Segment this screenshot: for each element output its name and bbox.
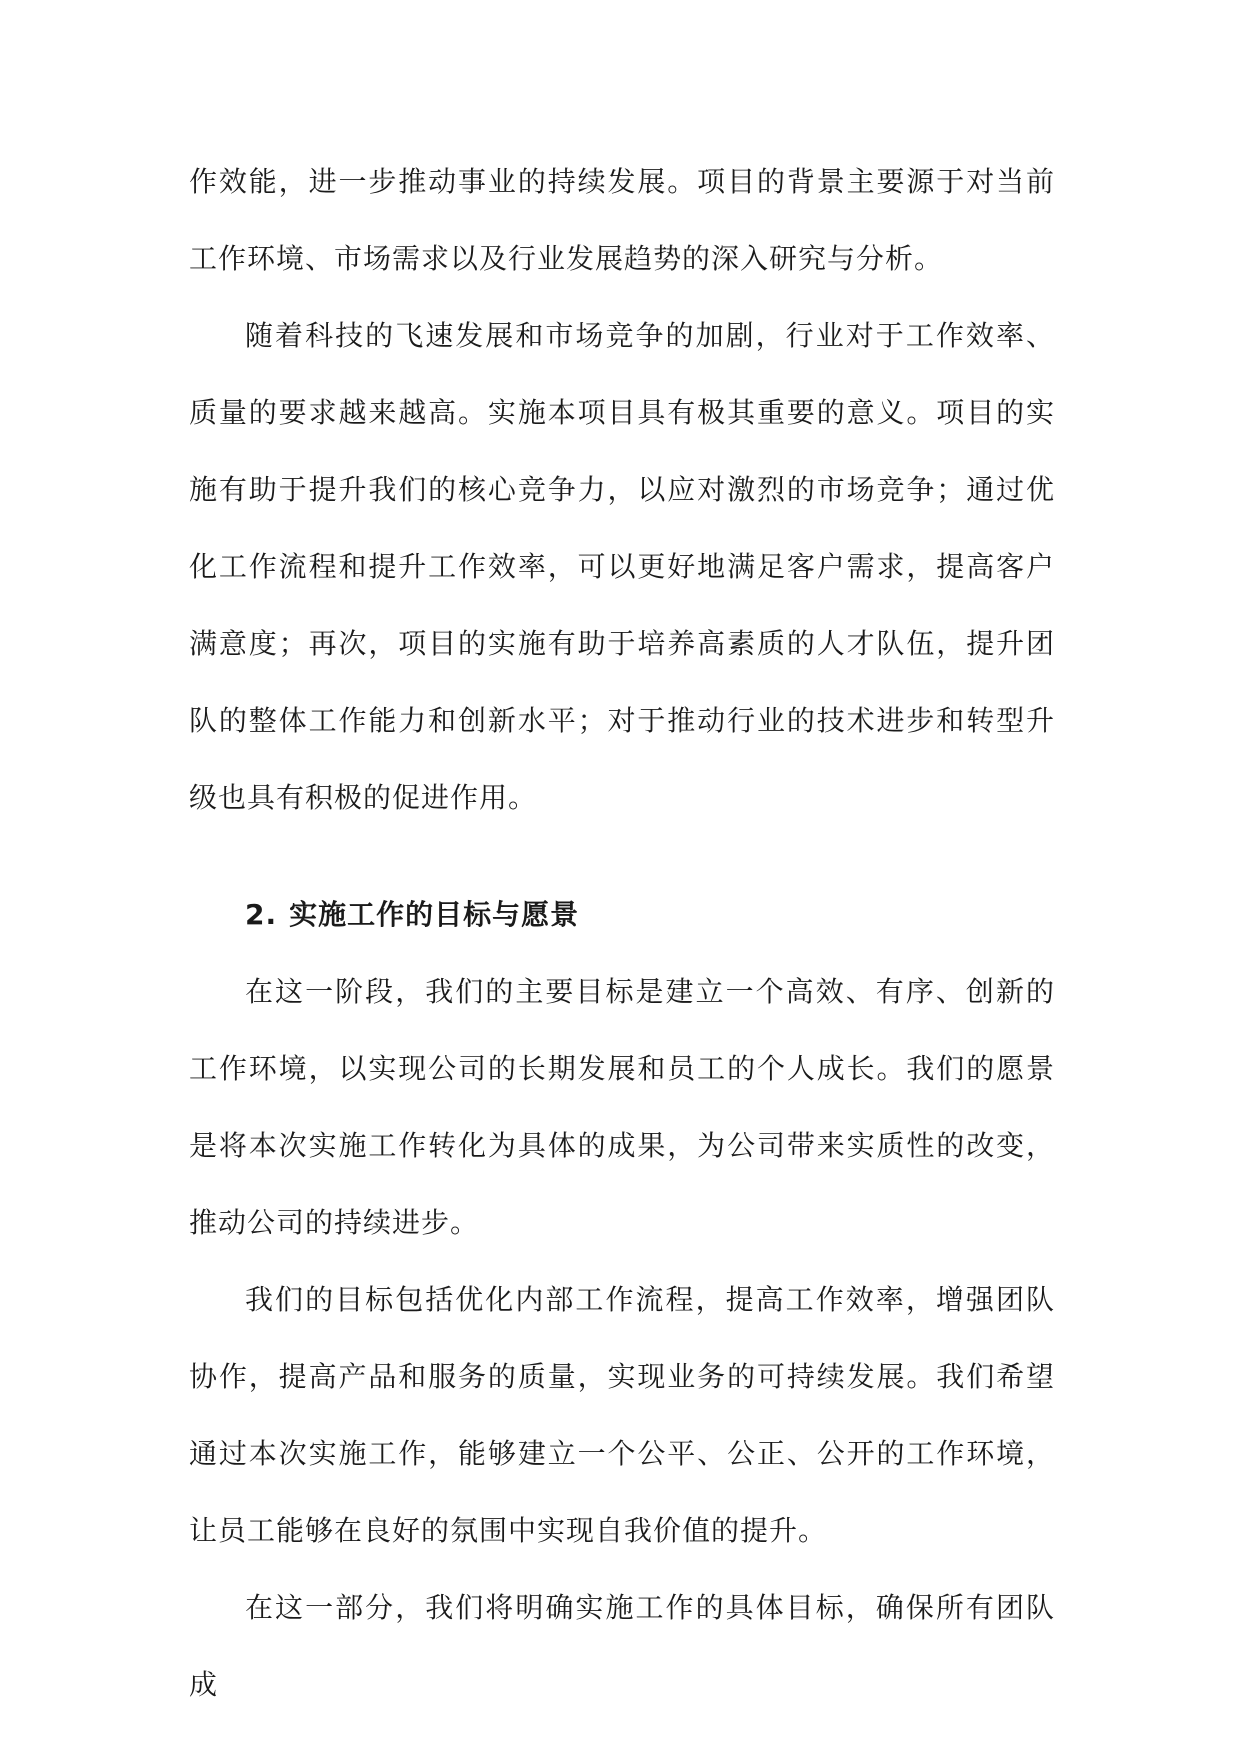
paragraph-significance: 随着科技的飞速发展和市场竞争的加剧，行业对于工作效率、质量的要求越来越高。实施本项目具有极其重要的意义。项目的实施有助于提升我们的核心竞争力，以应对激烈的市场竞争；通过优化工作流程和提升工作效率，可以更好地满足客户需求，提高客户满意度；再次，项目的实施有助于培养高素质的人才队伍，提升团队的整体工作能力和创新水平；对于推动行业的技术进步和转型升级也具有积极的促进作用。 xyxy=(189,319,1055,814)
paragraph-goals-specific: 在这一部分，我们将明确实施工作的具体目标，确保所有团队成 xyxy=(189,1591,1055,1701)
paragraph-goals-list: 我们的目标包括优化内部工作流程，提高工作效率，增强团队协作，提高产品和服务的质量，实现业务的可持续发展。我们希望通过本次实施工作，能够建立一个公平、公正、公开的工作环境，让员工能够在良好的氛围中实现自我价值的提升。 xyxy=(189,1283,1055,1547)
section-number: 2. xyxy=(245,898,278,931)
paragraph-continued: 作效能，进一步推动事业的持续发展。项目的背景主要源于对当前工作环境、市场需求以及行业发展趋势的深入研究与分析。 xyxy=(189,165,1055,275)
section-heading xyxy=(189,876,1055,953)
section-title: 实施工作的目标与愿景 xyxy=(289,898,580,931)
paragraph-goals-intro: 在这一阶段，我们的主要目标是建立一个高效、有序、创新的工作环境，以实现公司的长期发展和员工的个人成长。我们的愿景是将本次实施工作转化为具体的成果，为公司带来实质性的改变，推动公司的持续进步。 xyxy=(189,975,1055,1239)
document-body xyxy=(189,143,1055,1723)
section-spacer xyxy=(189,836,1055,876)
